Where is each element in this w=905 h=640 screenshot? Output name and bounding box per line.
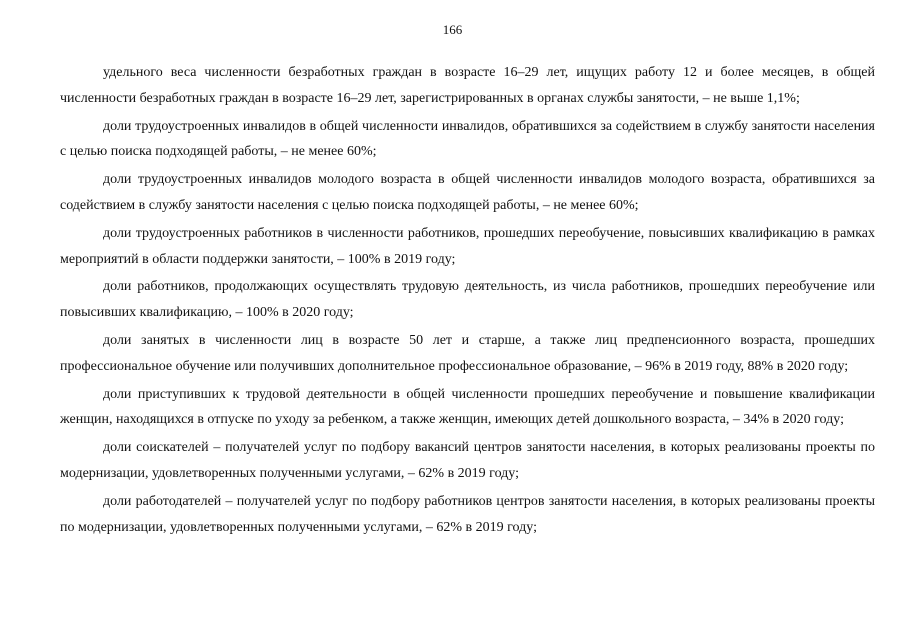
paragraph: доли работников, продолжающих осуществлять трудовую деятельность, из числа работников, прошедших переобучение или повысивших квалификацию, – 100% в 2020 году; [60, 279, 875, 321]
paragraph: доли трудоустроенных работников в численности работников, прошедших переобучение, повысивших квалификацию в рамках мероприятий в области поддержки занятости, – 100% в 2019 году; [60, 225, 875, 267]
paragraph: доли трудоустроенных инвалидов молодого возраста в общей численности инвалидов молодого возраста, обратившихся за содействием в службу занятости населения с целью поиска подходящей работы, – не менее 60%; [60, 172, 875, 213]
paragraph: доли трудоустроенных инвалидов в общей численности инвалидов, обратившихся за содействием в службу занятости населения с целью поиска подходящей работы, – не менее 60%; [60, 118, 875, 160]
paragraph: доли приступивших к трудовой деятельности в общей численности прошедших переобучение и повышение квалификации женщин, находящихся в отпуске по уходу за ребенком, а также женщин, имеющих детей дошкольного возраста, – 34% в 2020 году; [60, 386, 875, 428]
document-body [60, 60, 875, 542]
paragraph: доли занятых в численности лиц в возрасте 50 лет и старше, а также лиц предпенсионного возраста, прошедших профессиональное обучение или получивших дополнительное профессиональное образование, – 96% в 2019 году, 88% в 2020 году; [60, 332, 875, 374]
paragraph: удельного веса численности безработных граждан в возрасте 16–29 лет, ищущих работу 12 и более месяцев, в общей численности безработных граждан в возрасте 16–29 лет, зарегистрированных в органах службы занятости, – не выше 1,1%; [60, 65, 875, 106]
page-number: 166 [442, 22, 463, 37]
paragraph: доли работодателей – получателей услуг по подбору работников центров занятости населения, в которых реализованы проекты по модернизации, удовлетворенных полученными услугами, – 62% в 2019 году; [60, 493, 875, 535]
paragraph: доли соискателей – получателей услуг по подбору вакансий центров занятости населения, в которых реализованы проекты по модернизации, удовлетворенных полученными услугами, – 62% в 2019 году; [60, 440, 875, 481]
